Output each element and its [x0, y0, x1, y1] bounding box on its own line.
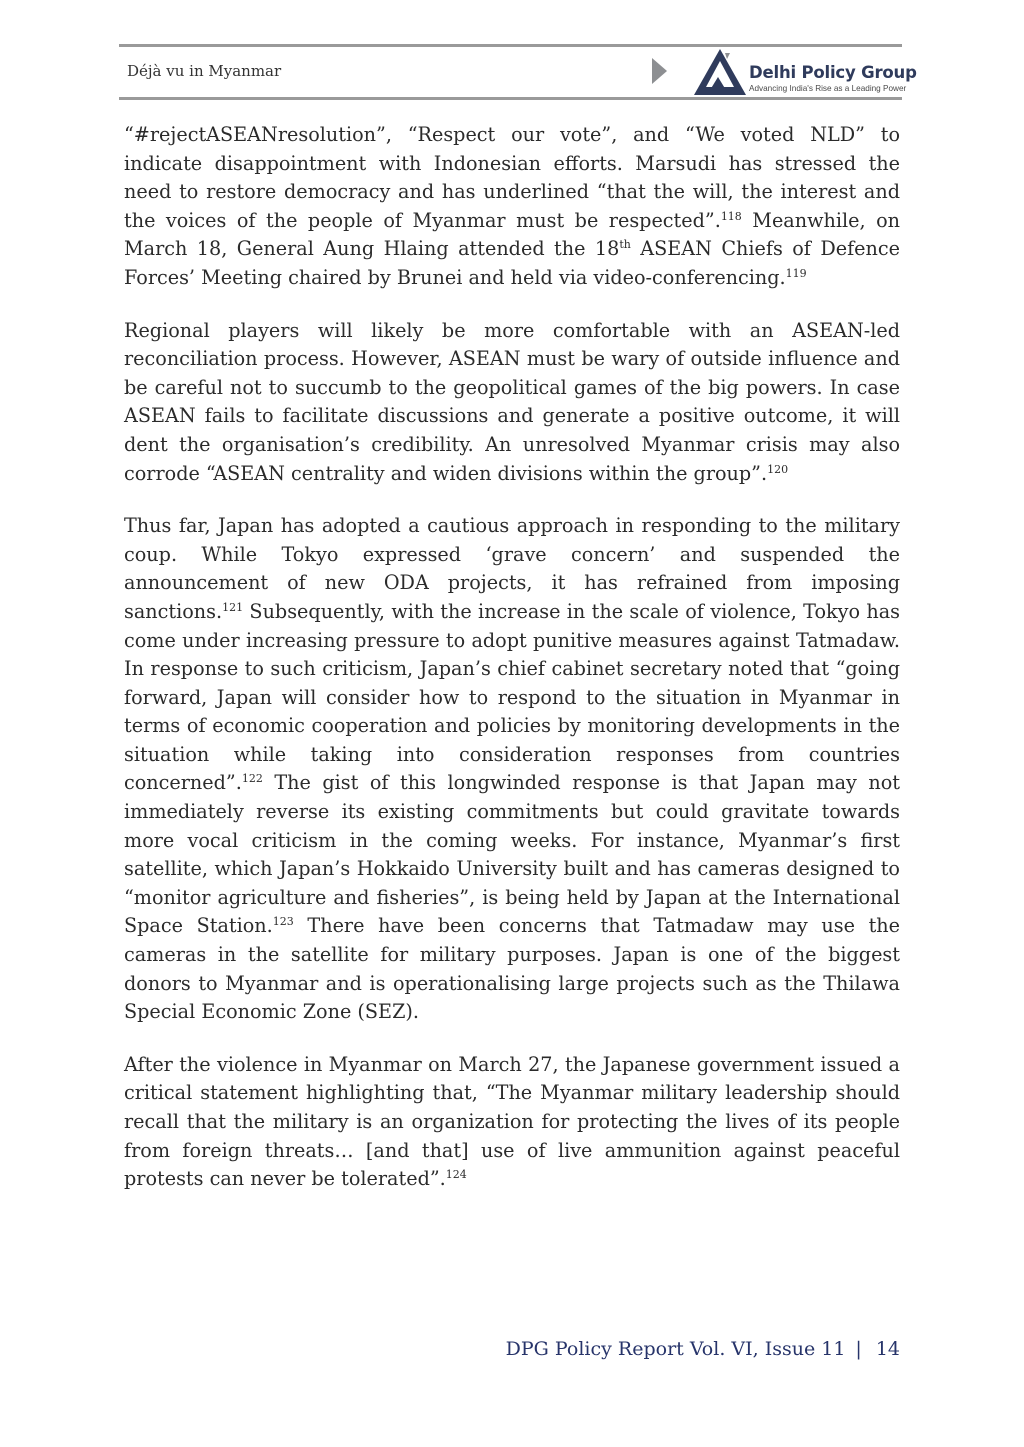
footnote-ref-124[interactable]: 124: [445, 1168, 467, 1182]
paragraph-2: [124, 317, 900, 489]
paragraph-text: The gist of this longwinded response is that Japan may not immediately reverse its existing commitments but could gravitate towards more vocal criticism in the coming weeks. For instance, Myanmar’s first satellite, which Japan’s Hokkaido University built and has cameras designed to “monitor agriculture and fisheries”, is being held by Japan at the International Space Station.: [124, 771, 900, 938]
paragraph-text: Thus far, Japan has adopted a cautious approach in responding to the military coup. While Tokyo expressed ‘grave concern’ and suspended the announcement of new ODA projects, it has refrained from imposing sanctions.: [124, 514, 900, 623]
header-arrow-icon: [652, 58, 667, 84]
footer-separator: |: [855, 1338, 862, 1360]
header-bottom-rule: [119, 97, 902, 100]
paragraph-4: [124, 1051, 900, 1194]
report-body: [124, 121, 900, 1218]
logo-name: Delhi Policy Group: [749, 63, 917, 82]
paragraph-text: “#rejectASEANresolution”, “Respect our vote”, and “We voted NLD” to indicate disappointment with Indonesian efforts. Marsudi has stressed the need to restore democracy and has underlined “that the will, the interest and the voices of the people of Myanmar must be respected”.: [124, 123, 900, 232]
paragraph-text: After the violence in Myanmar on March 27, the Japanese government issued a critical statement highlighting that, “The Myanmar military leadership should recall that the military is an organization for protecting the lives of its people from foreign threats… [and that] use of live ammunition against peaceful protests can never be tolerated”.: [124, 1052, 900, 1191]
dpg-triangle-logo-icon: [694, 47, 748, 97]
footnote-ref-119[interactable]: 119: [785, 266, 807, 280]
delhi-policy-group-logo: [694, 47, 917, 97]
page-number: 14: [875, 1338, 900, 1360]
footnote-ref-120[interactable]: 120: [767, 462, 789, 476]
footnote-ref-122[interactable]: 122: [241, 772, 263, 786]
logo-tagline: Advancing India's Rise as a Leading Power: [749, 84, 907, 93]
footnote-ref-123[interactable]: 123: [272, 915, 294, 929]
footnote-ref-118[interactable]: 118: [720, 209, 742, 223]
paragraph-text: Meanwhile, on March 18, General Aung Hlaing attended the 18: [124, 208, 900, 261]
paragraph-text: Subsequently, with the increase in the scale of violence, Tokyo has come under increasing pressure to adopt punitive measures against Tatmadaw. In response to such criticism, Japan’s chief cabinet secretary noted that “going forward, Japan will consider how to respond to the situation in Myanmar in terms of economic cooperation and policies by monitoring developments in the situation while taking into consideration responses from countries concerned”.: [124, 599, 900, 795]
paragraph-text: There have been concerns that Tatmadaw may use the cameras in the satellite for military purposes. Japan is one of the biggest donors to Myanmar and is operationalising large projects such as the Thilawa Special Economic Zone (SEZ).: [124, 914, 900, 1024]
publication-title: DPG Policy Report Vol. VI, Issue 11: [505, 1338, 846, 1360]
paragraph-1: [124, 121, 900, 293]
ordinal-suffix: th: [619, 238, 631, 252]
paragraph-text: Regional players will likely be more comfortable with an ASEAN-led reconciliation process. However, ASEAN must be wary of outside influence and be careful not to succumb to the geopolitical games of the big powers. In case ASEAN fails to facilitate discussions and generate a positive outcome, it will dent the organisation’s credibility. An unresolved Myanmar crisis may also corrode “ASEAN centrality and widen divisions within the group”.: [124, 318, 900, 485]
footnote-ref-121[interactable]: 121: [222, 600, 244, 614]
running-header-title: Déjà vu in Myanmar: [127, 62, 282, 80]
paragraph-text: ASEAN Chiefs of Defence Forces’ Meeting chaired by Brunei and held via video-conferencing.: [124, 237, 900, 289]
paragraph-3: [124, 512, 900, 1027]
page-footer: [506, 1338, 900, 1360]
